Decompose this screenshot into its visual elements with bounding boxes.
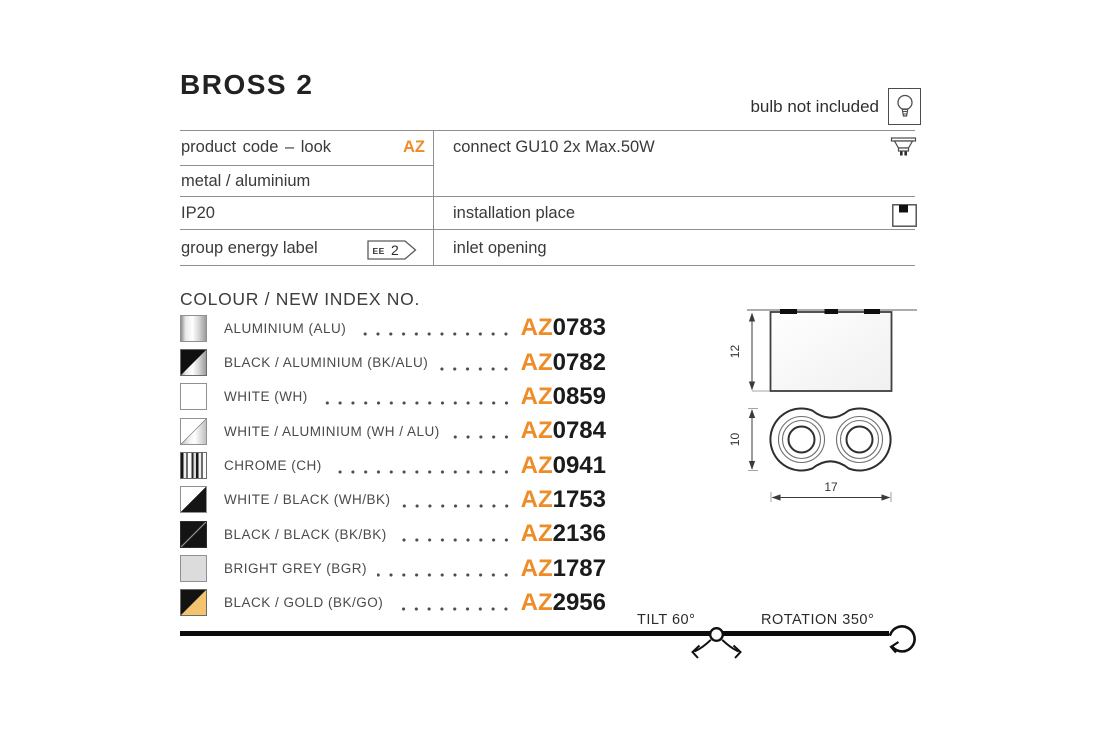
spec-table	[180, 130, 915, 266]
colour-swatch	[180, 452, 207, 479]
table-divider	[433, 130, 434, 265]
table-line	[180, 229, 915, 230]
code-prefix: AZ	[520, 417, 553, 445]
dotted-leader	[377, 573, 513, 577]
code-number: 1753	[552, 485, 606, 513]
brand-code: AZ	[403, 138, 425, 156]
energy-badge-class: 2	[391, 242, 399, 258]
colour-code	[521, 589, 606, 617]
colour-row	[180, 551, 606, 585]
code-number: 0859	[552, 382, 606, 410]
colour-row	[180, 380, 606, 414]
code-prefix: AZ	[520, 485, 553, 513]
gu10-socket-icon	[890, 135, 917, 163]
code-number: 0941	[552, 451, 606, 479]
code-number: 1787	[552, 554, 606, 582]
colour-code	[521, 452, 606, 480]
colour-name: WHITE / BLACK (WH/BK)	[224, 492, 391, 508]
code-prefix: AZ	[520, 382, 553, 410]
inlet-opening-cell: inlet opening	[453, 239, 547, 257]
code-prefix: AZ	[520, 520, 553, 548]
colour-code	[521, 417, 606, 445]
colour-code	[521, 349, 606, 377]
colour-row	[180, 517, 606, 551]
energy-badge-ee: EE	[372, 245, 385, 256]
surface-mount-icon	[892, 204, 917, 232]
mount-tab	[780, 309, 797, 314]
colour-row	[180, 448, 606, 482]
dotted-leader	[450, 435, 513, 439]
colour-row	[180, 345, 606, 379]
dotted-leader	[393, 607, 512, 611]
colour-swatch	[180, 555, 207, 582]
tilt-arrows-icon	[682, 620, 754, 673]
colour-swatch	[180, 383, 207, 410]
colour-code	[521, 383, 606, 411]
colour-row	[180, 586, 606, 620]
colour-name: WHITE (WH)	[224, 389, 308, 405]
energy-class-arrow-icon	[367, 240, 417, 265]
code-prefix: AZ	[520, 554, 553, 582]
dotted-leader	[318, 401, 513, 405]
colour-name: BLACK / BLACK (BK/BK)	[224, 526, 387, 542]
colour-swatch	[180, 521, 207, 548]
colour-name: BRIGHT GREY (BGR)	[224, 561, 368, 577]
ip-rating-cell: IP20	[181, 204, 215, 222]
colour-name: WHITE / ALUMINIUM (WH / ALU)	[224, 423, 440, 439]
energy-label-cell: group energy label	[181, 239, 318, 257]
product-code-cell	[181, 137, 429, 157]
rotation-arrow-icon	[886, 623, 922, 664]
table-line	[180, 165, 433, 166]
colour-code	[521, 520, 606, 548]
height-dim-label: 12	[728, 344, 742, 359]
code-number: 0784	[552, 417, 606, 445]
mount-tab	[825, 309, 839, 314]
dotted-leader	[438, 367, 512, 371]
connect-cell: connect GU10 2x Max.50W	[453, 138, 655, 156]
depth-dim-label: 10	[728, 432, 742, 447]
fixture-side-view	[771, 312, 892, 391]
colour-code	[521, 314, 606, 342]
product-code-label: product code – look	[181, 138, 332, 156]
footer-baseline	[180, 631, 889, 636]
table-line	[180, 196, 915, 197]
colour-code	[521, 486, 606, 514]
bulb-note	[560, 88, 921, 125]
colour-name: BLACK / ALUMINIUM (BK/ALU)	[224, 355, 429, 371]
page-title: BROSS 2	[180, 69, 314, 100]
code-number: 2956	[552, 588, 606, 616]
colour-swatch	[180, 589, 207, 616]
colour-row	[180, 483, 606, 517]
colour-swatch	[180, 418, 207, 445]
colour-name: ALUMINIUM (ALU)	[224, 320, 347, 336]
code-number: 2136	[552, 520, 606, 548]
colour-swatch	[180, 349, 207, 376]
code-number: 0783	[552, 314, 606, 342]
material-cell: metal / aluminium	[181, 172, 311, 190]
table-line	[180, 130, 915, 131]
width-dim-label: 17	[824, 480, 838, 494]
code-prefix: AZ	[520, 588, 553, 616]
colour-code	[521, 555, 606, 583]
colour-swatch	[180, 315, 207, 342]
bulb-icon	[888, 88, 921, 125]
colour-list	[180, 311, 606, 620]
dotted-leader	[397, 538, 513, 542]
colour-row	[180, 414, 606, 448]
dotted-leader	[332, 470, 513, 474]
table-line	[180, 265, 915, 266]
code-prefix: AZ	[520, 348, 553, 376]
rotation-label: ROTATION 350°	[761, 612, 875, 628]
code-number: 0782	[552, 348, 606, 376]
colour-section-title: COLOUR / NEW INDEX NO.	[180, 289, 421, 309]
bulb-note-text: bulb not included	[750, 96, 879, 116]
code-prefix: AZ	[520, 314, 553, 342]
code-prefix: AZ	[520, 451, 553, 479]
dotted-leader	[401, 504, 513, 508]
mount-tab	[864, 309, 880, 314]
colour-swatch	[180, 486, 207, 513]
colour-name: BLACK / GOLD (BK/GO)	[224, 595, 384, 611]
technical-drawing	[725, 300, 920, 513]
installation-place-cell: installation place	[453, 204, 575, 222]
colour-name: CHROME (CH)	[224, 458, 322, 474]
colour-row	[180, 311, 606, 345]
tilt-label: TILT 60°	[637, 612, 696, 628]
dotted-leader	[356, 332, 512, 336]
